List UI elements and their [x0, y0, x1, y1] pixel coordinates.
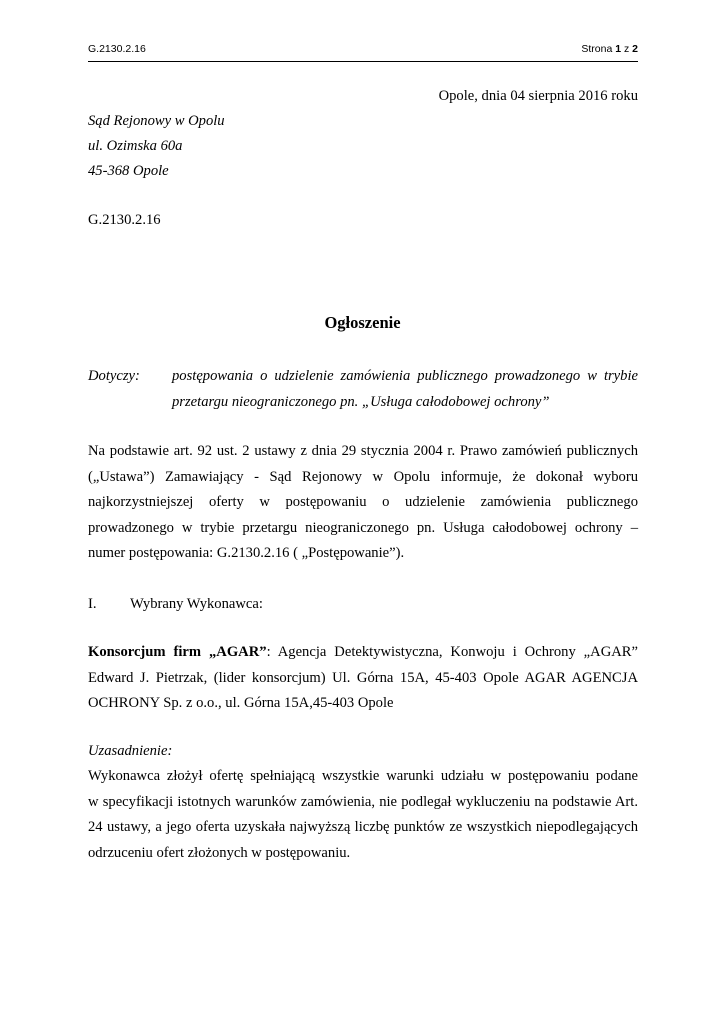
contractor-name: Konsorcjum firm „AGAR” — [88, 644, 267, 660]
intro-line: najkorzystniejszej oferty w postępowaniu o udzielenie zamówienia publicznego — [88, 494, 638, 510]
header-reference: G.2130.2.16 — [88, 43, 146, 55]
intro-line: Na podstawie art. 92 ust. 2 ustawy z dnia 29 stycznia 2004 r. Prawo zamówień publicznych — [88, 443, 638, 459]
section-title: Wybrany Wykonawca: — [130, 596, 263, 612]
header-divider — [88, 61, 638, 62]
contractor-line-3: OCHRONY Sp. z o.o., ul. Górna 15A,45-403 Opole — [88, 695, 394, 711]
contractor-line-1 — [88, 640, 638, 666]
contractor-line-2: Edward J. Pietrzak, (lider konsorcjum) Ul. Górna 15A, 45-403 Opole AGAR AGENCJA — [88, 669, 638, 686]
subject-line-2: przetargu nieograniczonego pn. „Usługa całodobowej ochrony” — [172, 393, 550, 410]
page-number: 1 — [615, 43, 622, 55]
justification-line: 24 ustawy, a jego oferta uzyskała najwyższą liczbę punktów ze wszystkich niepodlegających — [88, 819, 638, 835]
justification-paragraph — [88, 764, 638, 866]
contractor-paragraph — [88, 640, 638, 717]
page-indicator — [581, 43, 638, 55]
intro-line: („Ustawa”) Zamawiający - Sąd Rejonowy w Opolu informuje, że dokonał wyboru — [88, 468, 638, 485]
subject-label: Dotyczy: — [88, 368, 140, 384]
subject-text — [172, 364, 638, 415]
document-title: Ogłoszenie — [324, 313, 401, 332]
contractor-line-1-rest: : Agencja Detektywistyczna, Konwoju i Ochrony „AGAR” — [266, 644, 638, 660]
page-label: Strona — [581, 43, 613, 55]
justification-label: Uzasadnienie: — [88, 743, 173, 759]
date-line: Opole, dnia 04 sierpnia 2016 roku — [438, 88, 638, 104]
justification-line: w specyfikacji istotnych warunków zamówienia, nie podlegał wykluczeniu na podstawie Art. — [88, 793, 638, 810]
subject-line-1: postępowania o udzielenie zamówienia publicznego prowadzonego w trybie — [172, 368, 638, 384]
justification-line: Wykonawca złożył ofertę spełniającą wszystkie warunki udziału w postępowaniu podane — [88, 768, 638, 784]
intro-paragraph — [88, 439, 638, 567]
intro-line: numer postępowania: G.2130.2.16 ( „Postępowanie”). — [88, 545, 405, 561]
addressee-city: 45-368 Opole — [88, 163, 169, 179]
signature-reference: G.2130.2.16 — [88, 212, 161, 228]
addressee-street: ul. Ozimska 60a — [88, 138, 183, 154]
justification-line: odrzuceniu ofert złożonych w postępowaniu. — [88, 844, 351, 861]
addressee-name: Sąd Rejonowy w Opolu — [88, 113, 225, 129]
page-separator: z — [623, 43, 630, 55]
intro-line: prowadzonego w trybie przetargu nieograniczonego pn. Usługa całodobowej ochrony – — [88, 519, 638, 536]
page-header — [88, 43, 638, 61]
page-total: 2 — [632, 43, 638, 55]
section-number: I. — [88, 596, 97, 612]
